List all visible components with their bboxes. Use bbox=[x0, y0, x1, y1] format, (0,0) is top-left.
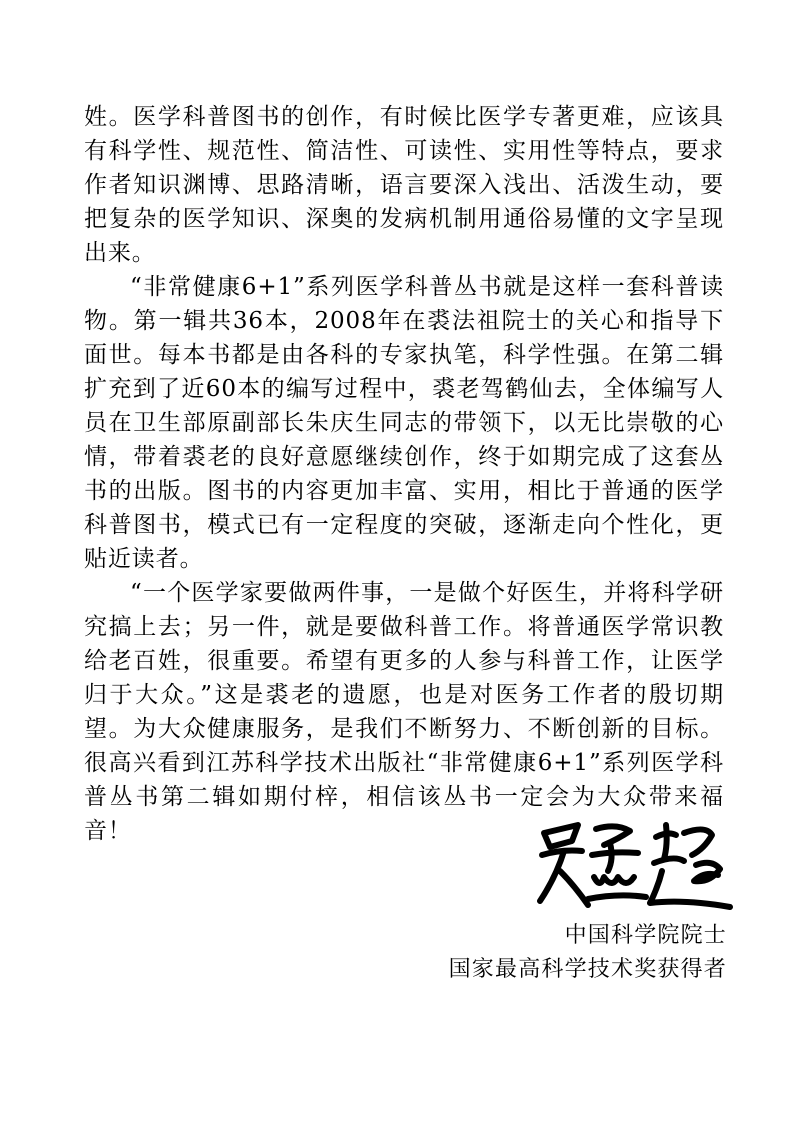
affiliation-line-2: 国家最高科学技术奖获得者 bbox=[448, 957, 727, 982]
body-text bbox=[84, 100, 724, 848]
affiliation-line-1: 中国科学院院士 bbox=[564, 923, 727, 948]
signature-drawing bbox=[534, 815, 734, 915]
paragraph-3: “一个医学家要做两件事，一是做个好医生，并将科学研究搞上去；另一件，就是要做科普工作。将普通医学常识教给老百姓，很重要。希望有更多的人参与科普工作，让医学归于大众。”这是裘老的遗愿，也是对医务工作者的殷切期望。为大众健康服务，是我们不断努力、不断创新的目标。很高兴看到江苏科学技术出版社“非常健康6+1”系列医学科普丛书第二辑如期付梓，相信该丛书一定会为大众带来福音！ bbox=[84, 580, 724, 844]
paragraph-2: “非常健康6+1”系列医学科普丛书就是这样一套科普读物。第一辑共36本，2008年在裘法祖院士的关心和指导下面世。每本书都是由各科的专家执笔，科学性强。在第二辑扩充到了近60本的编写过程中，裘老驾鹤仙去，全体编写人员在卫生部原副部长朱庆生同志的带领下，以无比崇敬的心情，带着裘老的良好意愿继续创作，终于如期完成了这套丛书的出版。图书的内容更加丰富、实用，相比于普通的医学科普图书，模式已有一定程度的突破，逐渐走向个性化，更贴近读者。 bbox=[84, 274, 724, 572]
paragraph-1: 姓。医学科普图书的创作，有时候比医学专著更难，应该具有科学性、规范性、简洁性、可读性、实用性等特点，要求作者知识渊博、思路清晰，语言要深入浅出、活泼生动，要把复杂的医学知识、深奥的发病机制用通俗易懂的文字呈现出来。 bbox=[84, 104, 724, 266]
handwritten-signature bbox=[534, 815, 734, 915]
